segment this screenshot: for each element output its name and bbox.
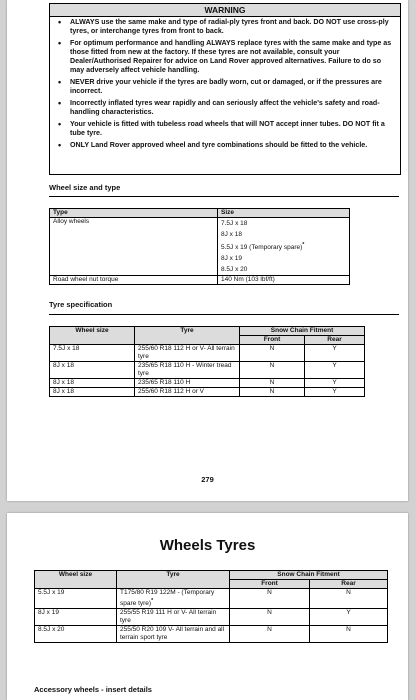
tyre-cell: 235/65 R18 110 H	[135, 379, 240, 388]
rear-cell: Y	[305, 345, 365, 362]
warning-item: • NEVER drive your vehicle if the tyres are badly worn, cut or damaged, or if the pressures are incorrect.	[54, 78, 396, 96]
wheel-size-cell: 8J x 18	[50, 362, 135, 379]
front-cell: N	[240, 388, 305, 397]
rear-cell: N	[310, 626, 388, 643]
col-tyre-header: Tyre	[135, 327, 240, 345]
rear-cell: N	[310, 589, 388, 609]
front-cell: N	[240, 379, 305, 388]
front-cell: N	[230, 589, 310, 609]
manual-page-next	[7, 513, 408, 700]
footnote-star: *	[302, 242, 305, 248]
size-value: 8.5J x 20	[221, 266, 248, 274]
col-wheel-size-header: Wheel size	[35, 571, 117, 589]
wheel-size-type-heading: Wheel size and type	[49, 183, 121, 192]
tyre-spec-table-continued	[34, 570, 388, 643]
warning-item: • ONLY Land Rover approved wheel and tyre combinations should be fitted to the vehicle.	[54, 141, 396, 150]
size-value: 8J x 18	[221, 231, 242, 238]
tyre-cell: 255/50 R20 109 V- All terrain and all terrain sport tyre	[117, 626, 230, 643]
torque-label: Road wheel nut torque	[50, 276, 218, 285]
col-type-header: Type	[50, 209, 218, 218]
table-row	[50, 345, 365, 362]
footnote-star: *	[151, 598, 154, 604]
page-number: 279	[201, 475, 214, 484]
tyre-cell	[117, 589, 230, 609]
warning-item: • Your vehicle is fitted with tubeless road wheels that will NOT accept inner tubes. DO NOT fit a tube tyre.	[54, 120, 396, 138]
wheel-size-cell: 8J x 18	[50, 379, 135, 388]
warning-item: • For optimum performance and handling ALWAYS replace tyres with the same make and type as those fitted from new at the factory. If these tyres are not available, consult your Dealer/Authorised Repairer for advice on Land Rover approved alternatives. Failure to do so may adversely affect vehicle handling.	[54, 39, 396, 75]
col-tyre-header: Tyre	[117, 571, 230, 589]
warning-item: • ALWAYS use the same make and type of radial-ply tyres front and back. DO NOT use cross-ply tyres, or interchange tyres from front to back.	[54, 18, 396, 36]
col-snow-chain-header: Snow Chain Fitment	[230, 571, 388, 580]
front-cell: N	[230, 609, 310, 626]
rear-cell: Y	[305, 388, 365, 397]
tyre-text: T175/80 R19 122M - (Temporary spare tyre)	[120, 589, 215, 608]
wheel-size-cell: 8J x 19	[35, 609, 117, 626]
section-rule	[49, 196, 399, 197]
col-wheel-size-header: Wheel size	[50, 327, 135, 345]
tyre-cell: 255/60 R18 112 H or V	[135, 388, 240, 397]
torque-value: 140 Nm (103 lbf/ft)	[218, 276, 350, 285]
col-size-header: Size	[218, 209, 350, 218]
rear-cell: Y	[310, 609, 388, 626]
size-value: 7.5J x 18	[221, 220, 248, 227]
table-row	[35, 589, 388, 609]
tyre-cell: 255/60 R18 112 H or V- All terrain tyre	[135, 345, 240, 362]
col-snow-chain-header: Snow Chain Fitment	[240, 327, 365, 336]
wheel-size-cell: 8J x 18	[50, 388, 135, 397]
col-rear-header: Rear	[310, 580, 388, 589]
manual-page-279	[7, 0, 408, 501]
wheel-size-cell: 5.5J x 19	[35, 589, 117, 609]
table-row	[35, 609, 388, 626]
tyre-cell: 235/65 R18 110 H - Winter tread tyre	[135, 362, 240, 379]
tyre-spec-table	[49, 326, 365, 397]
col-front-header: Front	[230, 580, 310, 589]
tyre-spec-heading: Tyre specification	[49, 300, 113, 309]
rear-cell: Y	[305, 379, 365, 388]
table-row	[50, 379, 365, 388]
wheel-size-cell: 7.5J x 18	[50, 345, 135, 362]
size-value: 8J x 19	[221, 255, 242, 263]
warning-item: • Incorrectly inflated tyres wear rapidly and can seriously affect the vehicle's safety and road-handling characteristics.	[54, 99, 396, 117]
tyre-cell: 255/55 R19 111 H or V- All terrain tyre	[117, 609, 230, 626]
size-value: 5.5J x 19 (Temporary spare)	[221, 244, 303, 252]
alloy-sizes-cell	[218, 218, 350, 276]
wheel-size-cell: 8.5J x 20	[35, 626, 117, 643]
table-row	[35, 626, 388, 643]
rear-cell: Y	[305, 362, 365, 379]
accessory-wheels-heading: Accessory wheels - insert details	[34, 685, 152, 694]
warning-title: WARNING	[50, 4, 400, 17]
section-rule	[49, 314, 399, 315]
warning-list	[54, 18, 396, 153]
alloy-wheels-label: Alloy wheels	[50, 218, 218, 276]
front-cell: N	[230, 626, 310, 643]
table-row	[50, 388, 365, 397]
warning-box	[49, 3, 401, 175]
page-title: Wheels Tyres	[159, 537, 256, 554]
size-value-with-note	[221, 240, 346, 253]
wheel-size-table	[49, 208, 350, 285]
table-row	[50, 362, 365, 379]
front-cell: N	[240, 345, 305, 362]
front-cell: N	[240, 362, 305, 379]
col-front-header: Front	[240, 336, 305, 345]
col-rear-header: Rear	[305, 336, 365, 345]
